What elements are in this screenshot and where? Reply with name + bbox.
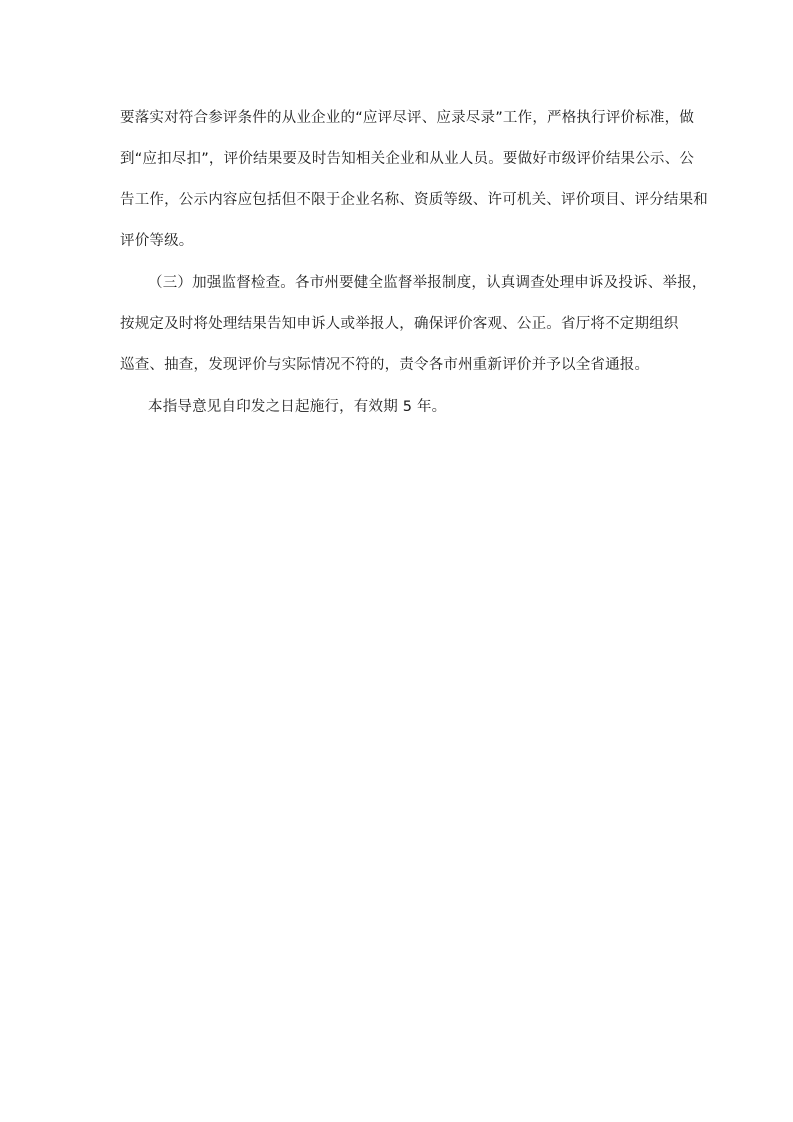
text-line-2: 到“应扣尽扣”，评价结果要及时告知相关企业和从业人员。要做好市级评价结果公示、公	[120, 151, 695, 167]
text-line-4: 评价等级。	[120, 233, 194, 249]
text-line-5: （三）加强监督检查。各市州要健全监督举报制度，认真调查处理申诉及投诉、举报，	[148, 275, 707, 291]
text-line-6: 按规定及时将处理结果告知申诉人或举报人，确保评价客观、公正。省厅将不定期组织	[120, 316, 679, 332]
text-line-1: 要落实对符合参评条件的从业企业的“应评尽评、应录尽录”工作，严格执行评价标准，做	[120, 110, 695, 126]
text-line-7: 巡查、抽查，发现评价与实际情况不符的，责令各市州重新评价并予以全省通报。	[120, 357, 650, 373]
text-line-3: 告工作，公示内容应包括但不限于企业名称、资质等级、许可机关、评价项目、评分结果和	[120, 192, 708, 208]
text-line-8: 本指导意见自印发之日起施行，有效期 5 年。	[148, 399, 447, 415]
